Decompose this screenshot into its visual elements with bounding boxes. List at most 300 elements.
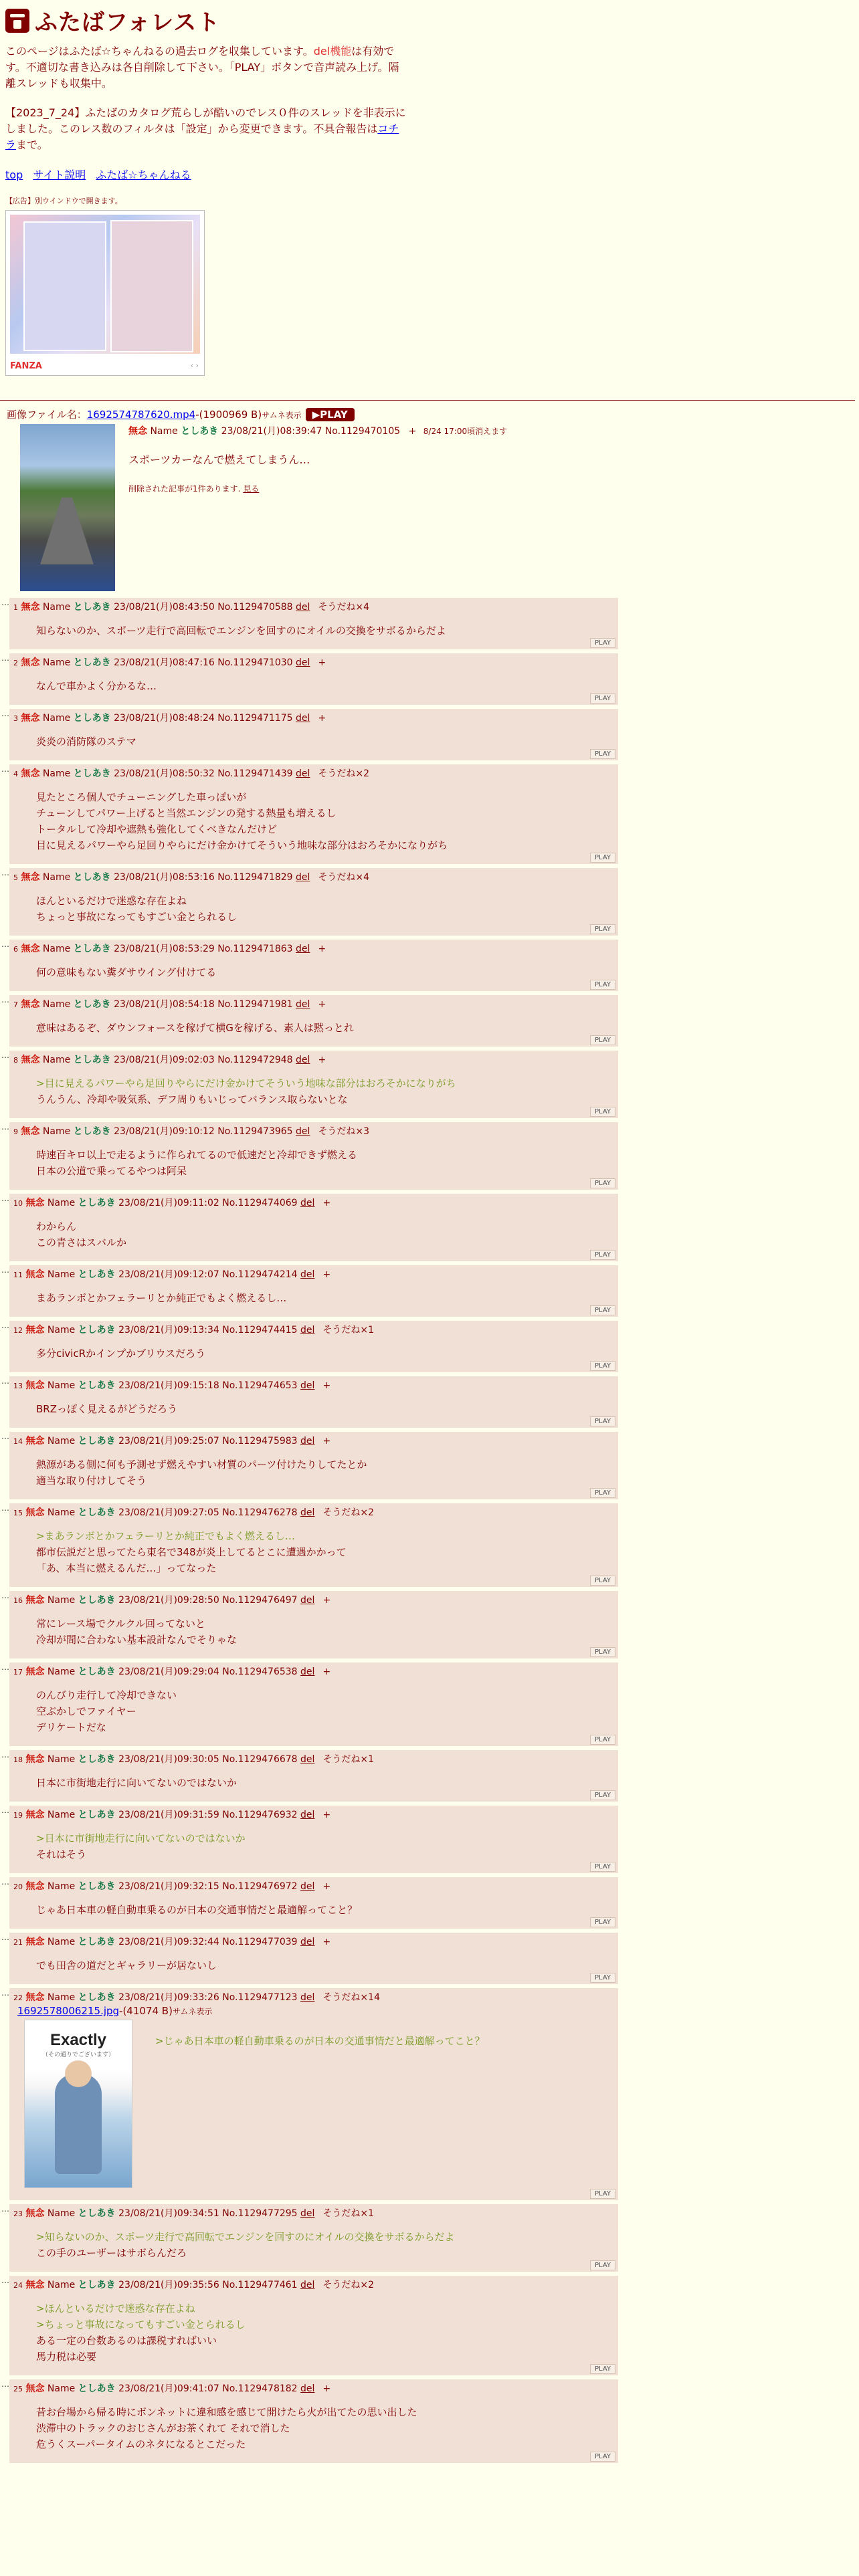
reply-post-id: No.1129478182 xyxy=(222,2383,298,2394)
reply-play-button[interactable]: PLAY xyxy=(590,853,615,863)
reply-username: としあき xyxy=(73,944,111,954)
reply-sodane-button[interactable]: + xyxy=(322,1269,331,1280)
reply-play-button[interactable]: PLAY xyxy=(590,1917,615,1927)
reply-menu-dots-icon[interactable]: … xyxy=(1,1591,9,1600)
reply-text-line: 渋滞中のトラックのおじさんがお茶くれて それで消した xyxy=(36,2422,290,2434)
op-file-link[interactable]: 1692574787620.mp4 xyxy=(86,409,196,421)
reply-menu-dots-icon[interactable]: … xyxy=(1,1376,9,1386)
reply-text-line: 意味はあるぞ、ダウンフォースを稼げて横Gを稼げる、素人は黙っとれ xyxy=(36,1022,354,1034)
reply-text-line: この手のユーザーはサボらんだろ xyxy=(36,2247,187,2259)
reply-post-id: No.1129471030 xyxy=(217,657,293,668)
reply-post xyxy=(9,2379,618,2463)
reply-del-link[interactable]: del xyxy=(300,1507,315,1518)
reply-number: 5 xyxy=(13,873,18,882)
reply-play-button[interactable]: PLAY xyxy=(590,1416,615,1426)
reply-del-link[interactable]: del xyxy=(300,1595,315,1606)
reply-text-line: この青さはスバルか xyxy=(36,1237,127,1249)
reply-row xyxy=(0,764,859,864)
reply-text-line: 馬力税は必要 xyxy=(36,2351,97,2363)
reply-meta xyxy=(13,942,618,956)
reply-del-link[interactable]: del xyxy=(296,713,310,724)
reply-name-label: Name xyxy=(47,1667,76,1677)
reply-subject: 無念 xyxy=(25,1507,45,1518)
reply-play-button[interactable]: PLAY xyxy=(590,1862,615,1872)
reply-text-line: 多分civicRかインプかブリウスだろう xyxy=(36,1348,206,1360)
reply-thumb-note: サムネ表示 xyxy=(172,2007,213,2016)
reply-name-label: Name xyxy=(47,1269,76,1280)
reply-post-id: No.1129474653 xyxy=(222,1380,298,1391)
reply-meta xyxy=(13,712,618,726)
reply-name-label: Name xyxy=(47,2280,76,2290)
reply-text-line: じゃあ日本車の軽自動車乗るのが日本の交通事情だと最適解ってこと？ xyxy=(36,1904,358,1916)
reply-del-link[interactable]: del xyxy=(300,1436,315,1446)
reply-meta xyxy=(13,1196,618,1210)
reply-sodane-button[interactable]: + xyxy=(322,1198,331,1208)
reply-play-button[interactable]: PLAY xyxy=(590,2189,615,2199)
reply-sodane-button[interactable]: そうだね×2 xyxy=(322,1507,375,1518)
reply-datetime: 23/08/21(月)08:47:16 xyxy=(114,657,215,668)
reply-post xyxy=(9,1988,618,2200)
reply-text xyxy=(36,2404,618,2463)
reply-row xyxy=(0,2276,859,2375)
reply-datetime: 23/08/21(月)09:32:15 xyxy=(118,1881,219,1892)
reply-text xyxy=(36,1147,618,1190)
op-subject: 無念 xyxy=(128,426,147,437)
reply-post xyxy=(9,995,618,1047)
reply-menu-dots-icon[interactable]: … xyxy=(1,1877,9,1887)
reply-play-button[interactable]: PLAY xyxy=(590,980,615,990)
reply-text-line: 空ぶかしでファイヤー xyxy=(36,1705,136,1717)
reply-del-link[interactable]: del xyxy=(300,2280,315,2290)
reply-file-link[interactable]: 1692578006215.jpg xyxy=(17,2005,120,2017)
reply-menu-dots-icon[interactable]: … xyxy=(1,1194,9,1203)
ad-banner[interactable] xyxy=(5,210,205,376)
reply-play-button[interactable]: PLAY xyxy=(590,1973,615,1983)
reply-file-info xyxy=(13,2005,618,2017)
reply-post-id: No.1129473965 xyxy=(217,1126,293,1137)
reply-play-button[interactable]: PLAY xyxy=(590,1107,615,1117)
site-title: ふたばフォレスト xyxy=(35,9,221,36)
reply-text xyxy=(36,1528,618,1587)
reply-post-id: No.1129476932 xyxy=(222,1810,298,1820)
reply-post xyxy=(9,1750,618,1802)
reply-username: としあき xyxy=(78,1992,116,2003)
reply-meta xyxy=(13,2382,618,2396)
reply-menu-dots-icon[interactable]: … xyxy=(1,1988,9,1998)
reply-post-id: No.1129474214 xyxy=(222,1269,298,1280)
reply-menu-dots-icon[interactable]: … xyxy=(1,598,9,607)
reply-menu-dots-icon[interactable]: … xyxy=(1,1432,9,1441)
reply-text xyxy=(36,1218,618,1261)
desc-del-highlight: del機能 xyxy=(313,45,352,58)
reply-datetime: 23/08/21(月)09:33:26 xyxy=(118,1992,219,2003)
reply-username: としあき xyxy=(78,1881,116,1892)
reply-play-button[interactable]: PLAY xyxy=(590,1735,615,1745)
site-logo-icon[interactable] xyxy=(5,9,29,33)
reply-menu-dots-icon[interactable]: … xyxy=(1,764,9,774)
page-header xyxy=(0,0,859,376)
site-notice xyxy=(5,105,407,153)
reply-sodane-button[interactable]: そうだね×4 xyxy=(318,602,370,613)
reply-number: 19 xyxy=(13,1811,23,1820)
reply-image-caption-sub: （その通りでございます） xyxy=(41,2052,114,2058)
reply-username: としあき xyxy=(73,657,111,668)
reply-sodane-button[interactable]: + xyxy=(318,1055,326,1065)
reply-menu-dots-icon[interactable]: … xyxy=(1,1750,9,1759)
reply-text-line: ちょっと事故になってもすごい金とられるし xyxy=(36,911,237,923)
reply-datetime: 23/08/21(月)08:53:16 xyxy=(114,872,215,883)
reply-username: としあき xyxy=(78,1810,116,1820)
reply-username: としあき xyxy=(78,1754,116,1765)
reply-number: 8 xyxy=(13,1056,18,1065)
reply-play-button[interactable]: PLAY xyxy=(590,1361,615,1371)
reply-row xyxy=(0,653,859,705)
header-divider xyxy=(0,400,855,401)
reply-text-line: 何の意味もない糞ダサウイング付けてる xyxy=(36,966,217,978)
reply-post-id: No.1129475983 xyxy=(222,1436,298,1446)
reply-meta xyxy=(13,1880,618,1894)
reply-name-label: Name xyxy=(42,768,71,779)
reply-name-label: Name xyxy=(47,1436,76,1446)
reply-post xyxy=(9,1194,618,1261)
reply-text xyxy=(36,1687,618,1746)
deleted-text: 削除された記事が1件あります. xyxy=(128,484,241,494)
reply-play-button[interactable]: PLAY xyxy=(590,1488,615,1498)
reply-datetime: 23/08/21(月)08:50:32 xyxy=(114,768,215,779)
reply-menu-dots-icon[interactable]: … xyxy=(1,1933,9,1942)
reply-menu-dots-icon[interactable]: … xyxy=(1,995,9,1004)
reply-text xyxy=(36,1616,618,1658)
reply-sodane-button[interactable]: そうだね×3 xyxy=(318,1126,370,1137)
reply-play-button[interactable]: PLAY xyxy=(590,1035,615,1045)
reply-text xyxy=(36,623,618,649)
reply-del-link[interactable]: del xyxy=(300,1992,315,2003)
reply-sodane-button[interactable]: そうだね×2 xyxy=(318,768,370,779)
reply-text-line: 知らないのか、スポーツ走行で高回転でエンジンを回すのにオイルの交換をサボるからだよ xyxy=(36,625,446,637)
reply-menu-dots-icon[interactable]: … xyxy=(1,1265,9,1275)
reply-number: 2 xyxy=(13,659,18,667)
reply-text-line: 冷却が間に合わない基本設計なんでそりゃな xyxy=(36,1634,237,1646)
reply-del-link[interactable]: del xyxy=(300,1380,315,1391)
desc-text-2: は有効です。不適切な書き込みは各自削除して下さい。「PLAY」ボタンで音声読み上げ。隔離スレッドも収集中。 xyxy=(5,45,399,90)
reply-number: 9 xyxy=(13,1128,18,1136)
reply-meta xyxy=(13,2278,618,2292)
reply-sodane-button[interactable]: そうだね×2 xyxy=(322,2280,375,2290)
reply-meta xyxy=(13,601,618,615)
op-play-button[interactable]: ▶PLAY xyxy=(306,408,355,421)
reply-quote-line: >じゃあ日本車の軽自動車乗るのが日本の交通事情だと最適解ってこと？ xyxy=(155,2035,485,2047)
reply-datetime: 23/08/21(月)09:31:59 xyxy=(118,1810,219,1820)
reply-del-link[interactable]: del xyxy=(300,1810,315,1820)
reply-post-id: No.1129477295 xyxy=(222,2208,298,2219)
reply-menu-dots-icon[interactable]: … xyxy=(1,1503,9,1513)
reply-datetime: 23/08/21(月)09:15:18 xyxy=(118,1380,219,1391)
reply-menu-dots-icon[interactable]: … xyxy=(1,2204,9,2214)
reply-name-label: Name xyxy=(42,713,71,724)
reply-del-link[interactable]: del xyxy=(300,2208,315,2219)
reply-name-label: Name xyxy=(42,602,71,613)
reply-datetime: 23/08/21(月)09:29:04 xyxy=(118,1667,219,1677)
reply-post-id: No.1129471175 xyxy=(217,713,293,724)
reply-text xyxy=(36,734,618,760)
reply-name-label: Name xyxy=(47,1754,76,1765)
reply-meta xyxy=(13,1506,618,1520)
reply-text-line: 見たところ個人でチューニングした車っぽいが xyxy=(36,791,247,803)
reply-quote-line: >まあランボとかフェラーリとか純正でもよく燃えるし… xyxy=(36,1530,295,1542)
reply-play-button[interactable]: PLAY xyxy=(590,638,615,648)
reply-del-link[interactable]: del xyxy=(300,1667,315,1677)
reply-text xyxy=(36,1290,618,1317)
nav-futaba-link[interactable]: ふたば☆ちゃんねる xyxy=(96,169,191,181)
reply-del-link[interactable]: del xyxy=(296,657,310,668)
reply-sodane-button[interactable]: そうだね×1 xyxy=(322,2208,375,2219)
reply-sodane-button[interactable]: + xyxy=(322,1595,331,1606)
reply-menu-dots-icon[interactable]: … xyxy=(1,1662,9,1672)
reply-meta xyxy=(13,656,618,670)
reply-meta xyxy=(13,767,618,781)
reply-number: 4 xyxy=(13,770,18,778)
reply-row xyxy=(0,1432,859,1499)
reply-sodane-button[interactable]: + xyxy=(322,1881,331,1892)
nav-top-link[interactable]: top xyxy=(5,169,23,181)
reply-play-button[interactable]: PLAY xyxy=(590,2364,615,2374)
reply-post-id: No.1129476278 xyxy=(222,1507,298,1518)
reply-number: 14 xyxy=(13,1437,23,1446)
reply-post-id: No.1129471863 xyxy=(217,944,293,954)
op-name-label: Name xyxy=(150,426,178,437)
reply-del-link[interactable]: del xyxy=(300,1325,315,1335)
reply-text xyxy=(36,1020,618,1047)
reply-text xyxy=(36,1401,618,1428)
reply-image-thumbnail[interactable] xyxy=(24,2020,132,2188)
reply-meta xyxy=(13,1053,618,1067)
reply-number: 24 xyxy=(13,2281,23,2290)
reply-post xyxy=(9,940,618,991)
reply-subject: 無念 xyxy=(25,1754,45,1765)
reply-del-link[interactable]: del xyxy=(296,1126,310,1137)
reply-row xyxy=(0,2379,859,2463)
reply-sodane-button[interactable]: + xyxy=(318,657,326,668)
reply-text-line: のんびり走行して冷却できない xyxy=(36,1689,177,1701)
reply-del-link[interactable]: del xyxy=(300,1269,315,1280)
op-file-label: 画像ファイル名： xyxy=(7,409,87,421)
reply-number: 16 xyxy=(13,1596,23,1605)
reply-post xyxy=(9,1662,618,1746)
op-expire: 8/24 17:00頃消えます xyxy=(423,427,508,436)
reply-username: としあき xyxy=(78,2280,116,2290)
reply-datetime: 23/08/21(月)08:54:18 xyxy=(114,999,215,1010)
reply-del-link[interactable]: del xyxy=(296,944,310,954)
reply-play-button[interactable]: PLAY xyxy=(590,1178,615,1188)
reply-name-label: Name xyxy=(42,999,71,1010)
reply-del-link[interactable]: del xyxy=(296,872,310,883)
reply-menu-dots-icon[interactable]: … xyxy=(1,709,9,718)
reply-sodane-button[interactable]: そうだね×14 xyxy=(322,1992,380,2003)
reply-subject: 無念 xyxy=(21,1126,40,1137)
reply-row xyxy=(0,1750,859,1802)
reply-sodane-button[interactable]: そうだね×1 xyxy=(322,1325,375,1335)
reply-row xyxy=(0,1122,859,1190)
reply-play-button[interactable]: PLAY xyxy=(590,1250,615,1260)
reply-datetime: 23/08/21(月)09:02:03 xyxy=(114,1055,215,1065)
reply-text xyxy=(36,1775,618,1802)
reply-subject: 無念 xyxy=(25,1436,45,1446)
reply-sodane-button[interactable]: + xyxy=(322,1436,331,1446)
reply-subject: 無念 xyxy=(25,1937,45,1947)
reply-menu-dots-icon[interactable]: … xyxy=(1,868,9,877)
reply-name-label: Name xyxy=(47,1810,76,1820)
reply-del-link[interactable]: del xyxy=(300,1881,315,1892)
reply-number: 21 xyxy=(13,1938,23,1947)
reply-datetime: 23/08/21(月)09:10:12 xyxy=(114,1126,215,1137)
reply-text-line: 熱源がある側に何も予測せず燃えやすい材質のパーツ付けたりしてたとか xyxy=(36,1459,367,1471)
reply-del-link[interactable]: del xyxy=(300,1937,315,1947)
reply-subject: 無念 xyxy=(21,602,40,613)
op-username: としあき xyxy=(181,426,219,437)
reply-meta xyxy=(13,1379,618,1393)
reply-play-button[interactable]: PLAY xyxy=(590,924,615,934)
notice-report-link[interactable]: コチラ xyxy=(5,122,399,151)
op-post xyxy=(0,424,859,591)
reply-meta xyxy=(13,1594,618,1608)
reply-number: 6 xyxy=(13,945,18,954)
reply-menu-dots-icon[interactable]: … xyxy=(1,2379,9,2389)
reply-text-line: 時速百キロ以上で走るように作られてるので低速だと冷却できず燃える xyxy=(36,1149,358,1161)
reply-username: としあき xyxy=(73,602,111,613)
reply-menu-dots-icon[interactable]: … xyxy=(1,1051,9,1060)
reply-text xyxy=(36,1830,618,1873)
reply-number: 15 xyxy=(13,1509,23,1517)
reply-sodane-button[interactable]: + xyxy=(322,1810,331,1820)
reply-post xyxy=(9,764,618,864)
reply-post xyxy=(9,598,618,649)
desc-text-1: このページはふたば☆ちゃんねるの過去ログを収集しています。 xyxy=(5,45,314,58)
reply-del-link[interactable]: del xyxy=(300,2383,315,2394)
reply-subject: 無念 xyxy=(25,1810,45,1820)
reply-play-button[interactable]: PLAY xyxy=(590,749,615,759)
reply-post-id: No.1129476972 xyxy=(222,1881,298,1892)
reply-menu-dots-icon[interactable]: … xyxy=(1,940,9,949)
reply-name-label: Name xyxy=(47,1380,76,1391)
reply-del-link[interactable]: del xyxy=(296,768,310,779)
reply-del-link[interactable]: del xyxy=(296,602,310,613)
reply-username: としあき xyxy=(78,1595,116,1606)
reply-del-link[interactable]: del xyxy=(300,1198,315,1208)
reply-username: としあき xyxy=(78,1325,116,1335)
reply-row xyxy=(0,2204,859,2272)
reply-meta xyxy=(13,1268,618,1282)
ad-brand-logo: FANZA xyxy=(10,361,42,371)
reply-row xyxy=(0,1988,859,2200)
reply-play-button[interactable]: PLAY xyxy=(590,1305,615,1315)
reply-text-line: 危うくスーパータイムのネタになるとこだった xyxy=(36,2438,246,2450)
reply-del-link[interactable]: del xyxy=(296,999,310,1010)
reply-subject: 無念 xyxy=(21,872,40,883)
reply-del-link[interactable]: del xyxy=(296,1055,310,1065)
ad-image[interactable] xyxy=(10,215,200,354)
reply-number: 23 xyxy=(13,2210,23,2218)
top-nav xyxy=(5,167,854,182)
reply-text-line: 「あ、本当に燃えるんだ…」ってなった xyxy=(36,1562,217,1574)
reply-username: としあき xyxy=(73,1126,111,1137)
op-deleted-note xyxy=(128,483,507,494)
reply-sodane-button[interactable]: + xyxy=(322,1937,331,1947)
reply-username: としあき xyxy=(73,1055,111,1065)
reply-datetime: 23/08/21(月)08:43:50 xyxy=(114,602,215,613)
reply-sodane-button[interactable]: + xyxy=(322,2383,331,2394)
reply-row xyxy=(0,709,859,760)
reply-sodane-button[interactable]: + xyxy=(318,713,326,724)
reply-name-label: Name xyxy=(47,1325,76,1335)
ad-arrows[interactable]: ‹ › xyxy=(190,361,199,370)
reply-list xyxy=(0,598,859,2463)
deleted-show-link[interactable]: 見る xyxy=(243,484,260,494)
reply-text-line: 日本に市街地走行に向いてないのではないか xyxy=(36,1777,237,1789)
nav-about-link[interactable]: サイト説明 xyxy=(33,169,86,181)
reply-meta xyxy=(13,1125,618,1139)
reply-sodane-button[interactable]: + xyxy=(318,944,326,954)
reply-play-button[interactable]: PLAY xyxy=(590,1790,615,1800)
reply-meta xyxy=(13,1665,618,1679)
reply-menu-dots-icon[interactable]: … xyxy=(1,653,9,663)
title-row xyxy=(5,4,854,37)
reply-row xyxy=(0,1376,859,1428)
reply-username: としあき xyxy=(73,713,111,724)
reply-username: としあき xyxy=(78,1198,116,1208)
reply-menu-dots-icon[interactable]: … xyxy=(1,1321,9,1330)
reply-row xyxy=(0,1194,859,1261)
reply-play-button[interactable]: PLAY xyxy=(590,1576,615,1586)
reply-text-line: 昔お台場から帰る時にボンネットに違和感を感じて開けたら火が出てたの思い出した xyxy=(36,2406,417,2418)
reply-play-button[interactable]: PLAY xyxy=(590,2452,615,2462)
reply-text-line: ほんといるだけで迷惑な存在よね xyxy=(36,895,187,907)
reply-play-button[interactable]: PLAY xyxy=(590,1647,615,1657)
reply-name-label: Name xyxy=(47,1595,76,1606)
op-sodane-button[interactable]: + xyxy=(408,426,417,437)
op-body xyxy=(128,424,507,591)
reply-menu-dots-icon[interactable]: … xyxy=(1,1122,9,1132)
reply-del-link[interactable]: del xyxy=(300,1754,315,1765)
reply-meta xyxy=(13,1935,618,1949)
reply-number: 7 xyxy=(13,1000,18,1009)
reply-username: としあき xyxy=(78,1667,116,1677)
reply-meta xyxy=(13,871,618,885)
reply-post-id: No.1129471829 xyxy=(217,872,293,883)
reply-subject: 無念 xyxy=(21,713,40,724)
reply-sodane-button[interactable]: + xyxy=(322,1380,331,1391)
reply-menu-dots-icon[interactable]: … xyxy=(1,2276,9,2285)
reply-datetime: 23/08/21(月)09:32:44 xyxy=(118,1937,219,1947)
reply-play-button[interactable]: PLAY xyxy=(590,693,615,704)
reply-sodane-button[interactable]: そうだね×4 xyxy=(318,872,370,883)
reply-datetime: 23/08/21(月)09:11:02 xyxy=(118,1198,219,1208)
reply-meta xyxy=(13,1434,618,1448)
reply-username: としあき xyxy=(78,2208,116,2219)
reply-row xyxy=(0,868,859,936)
reply-username: としあき xyxy=(78,1380,116,1391)
reply-post xyxy=(9,868,618,936)
reply-row xyxy=(0,1321,859,1372)
op-video-thumbnail[interactable] xyxy=(20,424,115,591)
reply-menu-dots-icon[interactable]: … xyxy=(1,1806,9,1815)
reply-play-button[interactable]: PLAY xyxy=(590,2260,615,2270)
reply-sodane-button[interactable]: + xyxy=(322,1667,331,1677)
reply-sodane-button[interactable]: + xyxy=(318,999,326,1010)
reply-text-line: デリケートだな xyxy=(36,1721,106,1733)
reply-text-line: 適当な取り付けしてそう xyxy=(36,1475,147,1487)
reply-sodane-button[interactable]: そうだね×1 xyxy=(322,1754,375,1765)
reply-name-label: Name xyxy=(42,872,71,883)
